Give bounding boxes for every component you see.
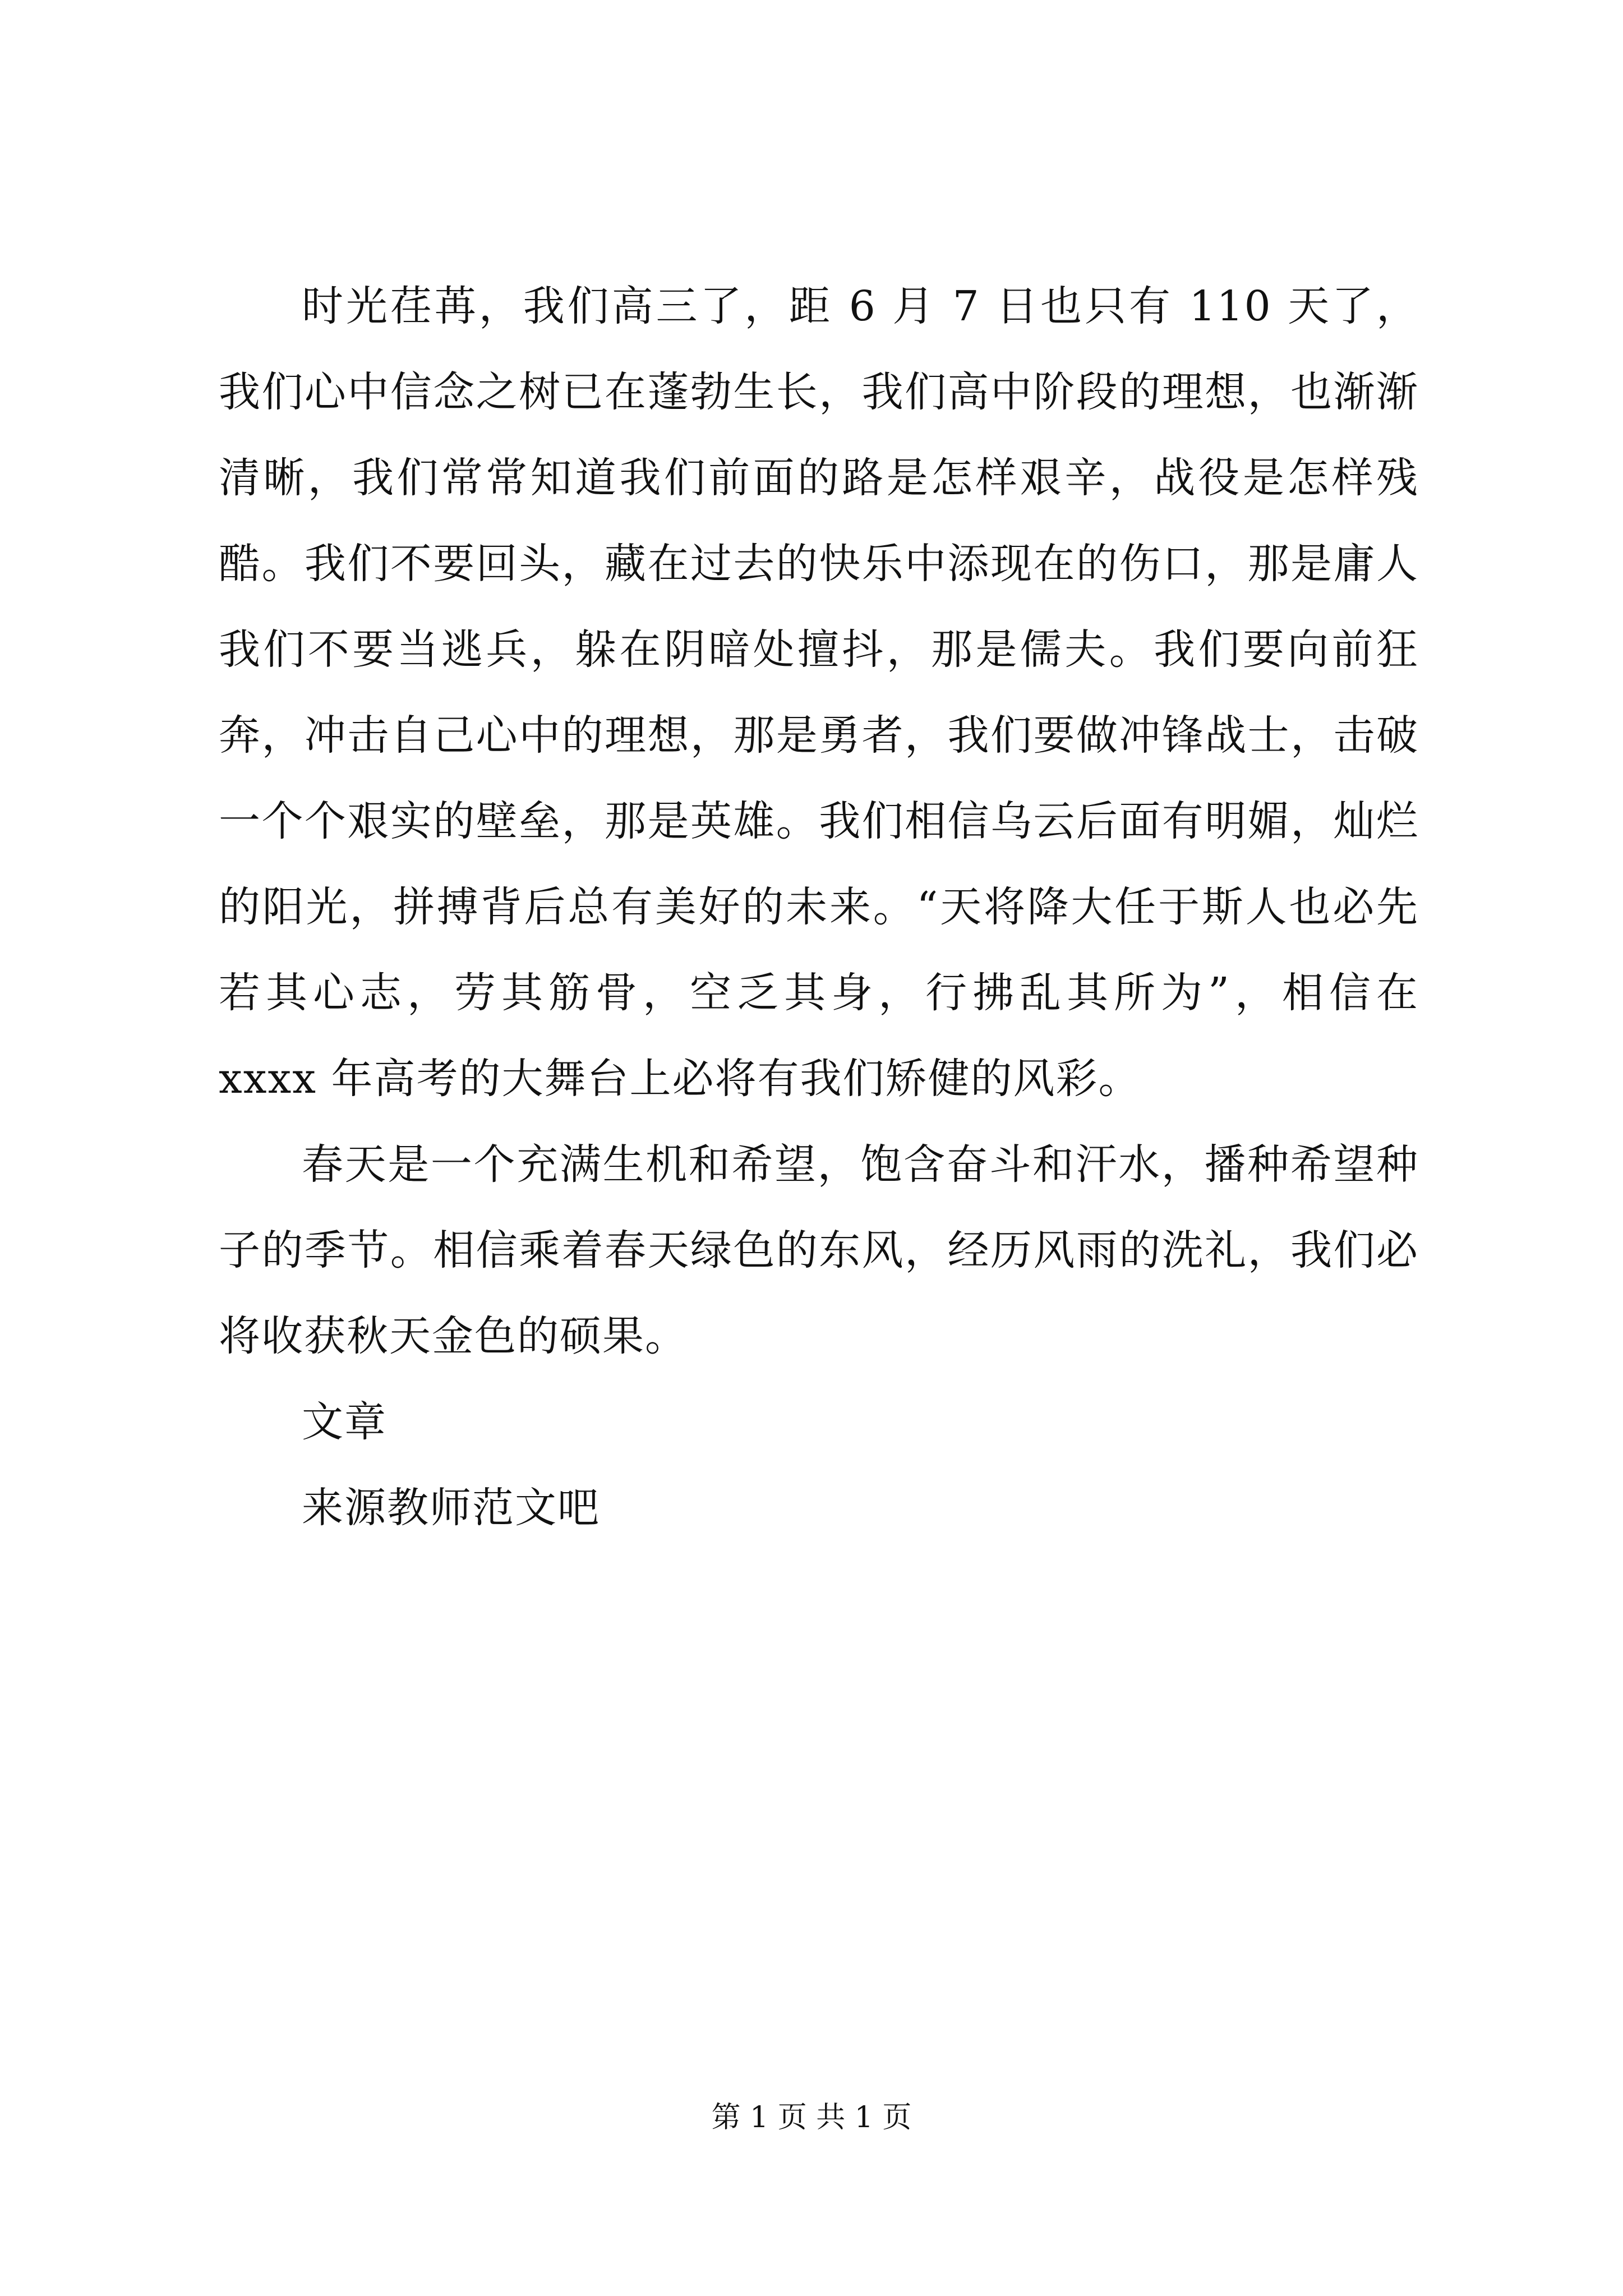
paragraph-article-label: 文章 (302, 1398, 387, 1446)
paragraph-main: 时光荏苒，我们高三了，距 6 月 7 日也只有 110 天了，我们心中信念之树已在蓬勃生长，我们高中阶段的理想，也渐渐清晰，我们常常知道我们前面的路是怎样艰辛，战役是怎样残酷。我们不要回头，藏在过去的快乐中添现在的伤口，那是庸人我们不要当逃兵，躲在阴暗处擅抖，那是儒夫。我们要向前狂奔，冲击自己心中的理想，那是勇者，我们要做冲锋战士，击破一个个艰实的壁垒，那是英雄。我们相信乌云后面有明媚，灿烂的阳光，拼搏背后总有美好的未来。“天将降大任于斯人也必先若其心志，劳其筋骨，空乏其身，行拂乱其所为”，相信在 xxxx 年高考的大舞台上必将有我们矫健的风彩。 (219, 282, 1419, 1103)
paragraph-spring: 春天是一个充满生机和希望，饱含奋斗和汗水，播种希望种子的季节。相信乘着春天绿色的东风，经历风雨的洗礼，我们必将收获秋天金色的硕果。 (219, 1140, 1419, 1360)
document-body (219, 264, 1419, 1551)
page-footer: 第 1 页 共 1 页 (711, 2101, 912, 2134)
paragraph-source: 来源教师范文吧 (302, 1484, 600, 1532)
